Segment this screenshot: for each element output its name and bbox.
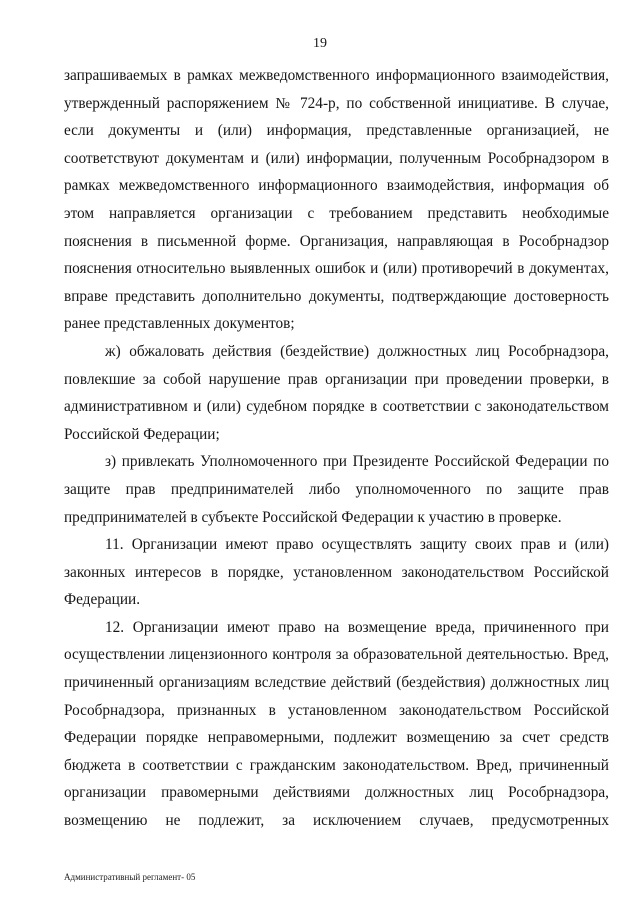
paragraph-item-z: з) привлекать Уполномоченного при Президенте Российской Федерации по защите прав предпринимателей либо уполномоченного по защите прав предпринимателей в субъекте Российской Федерации к участию в проверке. — [64, 453, 609, 526]
paragraph-continuation: запрашиваемых в рамках межведомственного информационного взаимодействия, утвержденный распоряжением № 724-р, по собственной инициативе. В случае, если документы и (или) информация, представленные организацией, не соответствуют документам и (или) информации, полученным Рособрнадзором в рамках межведомственного информационного взаимодействия, информация об этом направляется организации с требованием представить необходимые пояснения в письменной форме. Организация, направляющая в Рособрнадзор пояснения относительно выявленных ошибок и (или) противоречий в документах, вправе представить дополнительно документы, подтверждающие достоверность ранее представленных документов; — [64, 67, 609, 333]
paragraph-item-11: 11. Организации имеют право осуществлять защиту своих прав и (или) законных интересов в порядке, установленном законодательством Российской Федерации. — [64, 536, 609, 609]
document-body — [64, 62, 609, 835]
page-number: 19 — [313, 36, 327, 51]
paragraph-item-zh: ж) обжаловать действия (бездействие) должностных лиц Рособрнадзора, повлекшие за собой нарушение прав организации при проведении проверки, в административном и (или) судебном порядке в соответствии с законодательством Российской Федерации; — [64, 342, 609, 443]
footer-label: Административный регламент- 05 — [64, 872, 196, 882]
paragraph-item-12: 12. Организации имеют право на возмещение вреда, причиненного при осуществлении лицензионного контроля за образовательной деятельностью. Вред, причиненный организациям вследствие действий (бездействия) должностных лиц Рособрнадзора, признанных в установленном законодательством Российской Федерации порядке неправомерными, подлежит возмещению за счет средств бюджета в соответствии с гражданским законодательством. Вред, причиненный организации правомерными действиями должностных лиц Рособрнадзора, возмещению не подлежит, за исключением случаев, предусмотренных — [64, 618, 609, 830]
